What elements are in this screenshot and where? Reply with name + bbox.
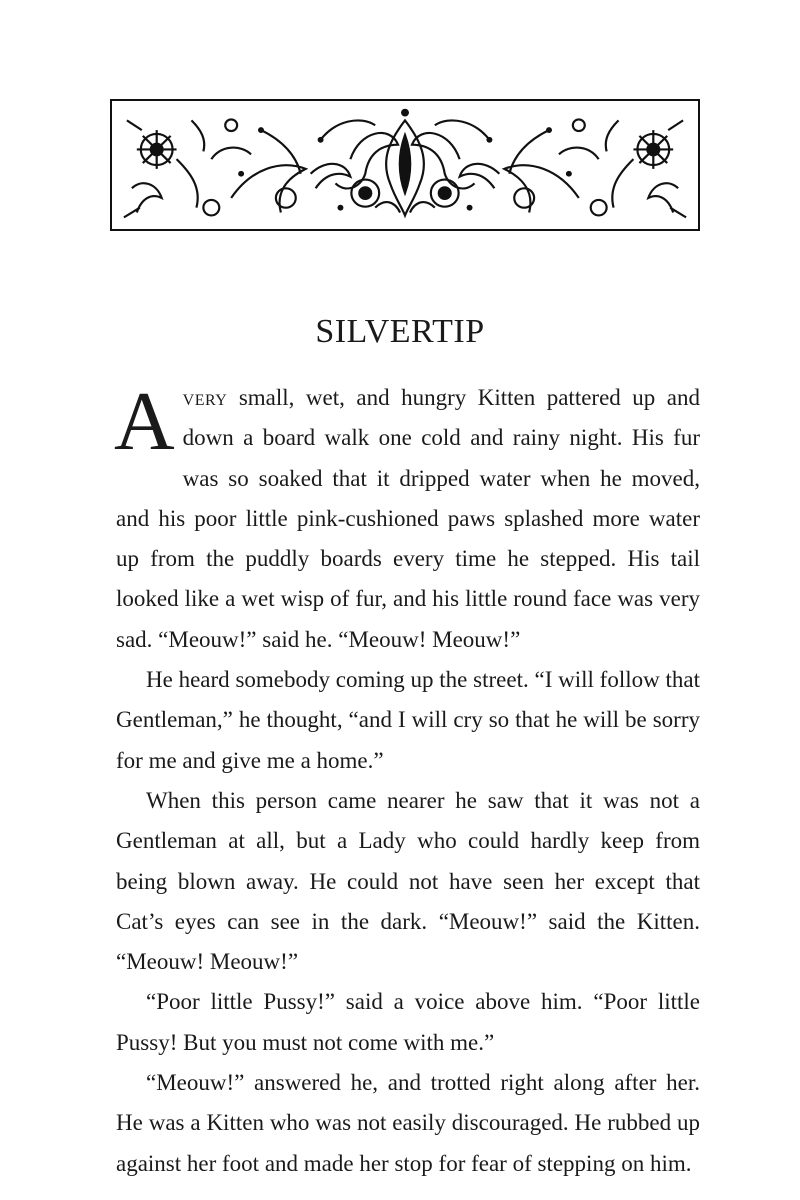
floral-headpiece-ornament <box>110 99 700 231</box>
paragraph-5: “Meouw!” answered he, and trotted right along after her. He was a Kitten who was not easily discouraged. He rubbed up against her foot and made her stop for fear of stepping on him. <box>116 1070 700 1176</box>
opening-small-caps: very <box>182 385 228 410</box>
paragraph-1 <box>114 375 700 660</box>
floral-ornament-icon <box>112 101 698 229</box>
paragraph-4: “Poor little Pussy!” said a voice above him. “Poor little Pussy! But you must not come with me.” <box>116 989 700 1055</box>
paragraph-1-text: small, wet, and hungry Kitten pattered up and down a board walk one cold and rainy night. His fur was so soaked that it dripped water when he moved, and his poor little pink-cushioned paws splashed more water up from the puddly boards every time he stepped. His tail looked like a wet wisp of fur, and his little round face was very sad. “Meouw!” said he. “Meouw! Meouw!” <box>116 385 700 652</box>
paragraph-3: When this person came nearer he saw that it was not a Gentleman at all, but a Lady who could hardly keep from being blown away. He could not have seen her except that Cat’s eyes can see in the dark. “Meouw!” said the Kitten. “Meouw! Meouw!” <box>116 787 700 975</box>
chapter-title: SILVERTIP <box>315 313 485 350</box>
body-text <box>114 375 700 1184</box>
paragraph-2: He heard somebody coming up the street. “I will follow that Gentleman,” he thought, “and I will cry so that he will be sorry for me and give me a home.” <box>116 667 700 773</box>
drop-cap: A <box>114 375 175 468</box>
